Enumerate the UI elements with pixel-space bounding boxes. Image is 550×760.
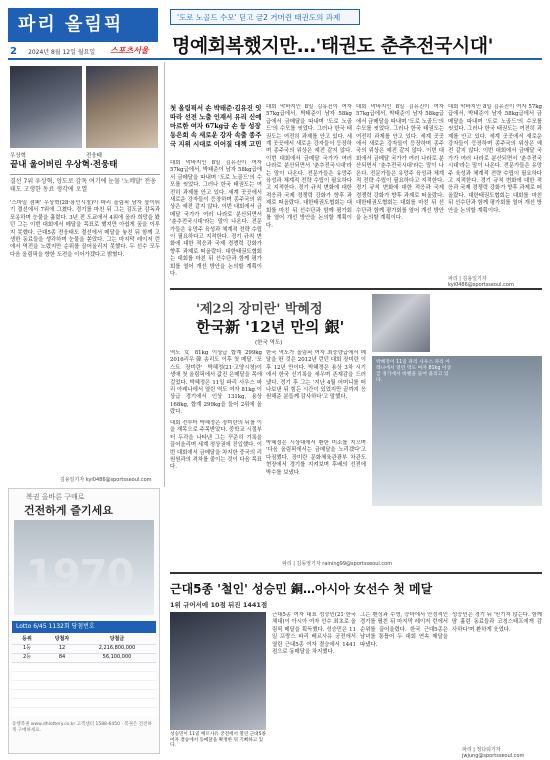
jun-woongtae-photo <box>86 66 158 148</box>
left-story-rule <box>10 174 160 175</box>
lotto-row-rank: 1등 <box>22 645 31 651</box>
section-title: 파리 올림픽 <box>8 8 158 42</box>
column-divider <box>164 62 165 487</box>
mid-story-text-3: 대회 전부터 박혜정은 장미란의 뒤를 이을 재목으로 주목받았다. 중학교 시절부터 두각을 나타낸 그는 꾸준히 기록을 끌어올리며 세계 정상권에 진입했다. 이번 대회에서 금메달을 차지한 중국의 리원원과의 격차를 줄이는 것이 다음 목표다. <box>170 420 262 471</box>
lotto-header-winners: 당첨자 <box>54 636 70 642</box>
top-story-col-3 <box>356 104 444 280</box>
bottom-story-headline: 근대5종 '철인' 성승민 銅…아시아 女선수 첫 메달 <box>170 582 433 596</box>
page-number: 2 <box>10 46 17 57</box>
bottom-photo-caption: 성승민이 11일 베르사유 궁전에서 열린 근대5종 여자 결승에서 동메달을 확정한 뒤 기뻐하고 있다. <box>170 732 266 749</box>
lotto-header-prize: 당첨금 <box>109 636 125 642</box>
top-story-kicker: '도로 노골드 수모' 딛고 금2 거머쥔 태권도의 과제 <box>170 9 360 25</box>
ad-line-1: 복권 올바른 구매로 <box>26 493 85 501</box>
mid-story-byline: 파리 | 김동영기자 raining99@sportsseoul.com <box>282 561 393 567</box>
mid-story-text-4: 박혜정은 시상대에서 환한 미소를 지으며 '다음 올림픽에서는 금메달을 노리겠다'고 다짐했다. 장미란 문화체육관광부 차관도 현장에서 경기를 지켜보며 후배의 선전에 박수를 보냈다. <box>266 440 366 476</box>
mid-photo-caption: 박혜정이 11일 파리 사우스 파리 아레나에서 열린 역도 여자 81kg 이상급 경기에서 바벨을 들어 올리고 있다. <box>376 360 452 383</box>
issue-date: 2024년 8월 12일 월요일 <box>28 49 96 56</box>
lotto-row-prize: 2,216,800,000 <box>98 645 136 651</box>
header-rule <box>8 58 542 60</box>
left-story-deck: 결선 7위 우상혁, 엉도로 감독 여기에 눈물 '노메달' 전웅태도 고생한 동료 생각에 오열 <box>10 178 156 193</box>
park-hyejeong-portrait <box>372 294 430 352</box>
bottom-story-col-1 <box>272 612 356 754</box>
lotto-title: Lotto 6/45 1132회 당첨번호 <box>12 621 156 633</box>
mid-story-edition: (한국 역도) <box>255 340 283 346</box>
left-story-byline: 김용일기자 kyi0486@sportsseoul.com <box>60 477 152 483</box>
lotto-header-rank: 등위 <box>22 636 32 642</box>
brand-logo: 스포츠서울 <box>110 46 149 55</box>
mid-story-col-4 <box>266 440 366 560</box>
top-story-col-4 <box>448 104 542 274</box>
bottom-story-text-2: 그는 펜싱과 수영, 승마에서 안정적인 경기를 펼친 뒤 마지막 레이저 런에서 순위를 끌어올렸다. 한국 근대5종은 남녀를 통틀어 두 대회 연속 메달을 따냈다. <box>360 612 448 648</box>
woo-sanghyeok-photo <box>10 66 82 148</box>
lotto-row-winners: 84 <box>58 654 66 660</box>
lotto-row-rank: 2등 <box>22 654 31 660</box>
left-story-text: '스마일 점퍼' 우상혁(28·용인시청)이 파리 올림픽 남자 높이뛰기 결선에서 7위에 그쳤다. 경기를 마친 뒤 그는 김도균 감독과 포옹하며 눈물을 흘렸다. 3년 전 도쿄에서 4위에 올라 희망을 봤던 그는 이번 대회에서 메달을 목표로 했지만 아쉽게 꿈을 이루지 못했다. 근대5종 전웅태도 결선에서 메달을 놓친 뒤 함께 고생한 동료들을 생각하며 눈물을 쏟았다. 그는 마지막 레이저 런에서 역전을 노렸지만 순위를 끌어올리지 못했다. 두 선수 모두 다음 올림픽을 향한 도전을 이어가겠다고 밝혔다. <box>10 200 160 258</box>
top-story-text-4: 대회 막바지인 8일 김유진이 여자 57kg급에서, 박태준이 남자 58kg급에서 금메달을 따내며 '도로 노골드'의 수모를 씻었다. 그러나 한국 태권도는 여전히 과제를 안고 있다. 세계 곳곳에서 새로운 강자들이 등장하며 종주국의 위상은 예전 같지 않다. 이번 대회에서 금메달 국가가 여러 나라로 분산되면서 '춘추전국시대'라는 말이 나온다. 전문가들은 유망주 육성과 체계적 전략 수립이 필요하다고 지적한다. 경기 규칙 변화에 대한 적응과 국제 경쟁력 강화가 향후 과제로 떠올랐다. 대한태권도협회는 대회를 마친 뒤 선수단과 함께 평가회를 열어 개선 방안을 논의할 계획이다. <box>448 104 542 214</box>
top-story-text-1: 대회 막바지인 8일 김유진이 여자 57kg급에서, 박태준이 남자 58kg급에서 금메달을 따내며 '도로 노골드'의 수모를 씻었다. 그러나 한국 태권도는 여전히 과제를 안고 있다. 세계 곳곳에서 새로운 강자들이 등장하며 종주국의 위상은 예전 같지 않다. 이번 대회에서 금메달 국가가 여러 나라로 분산되면서 '춘추전국시대'라는 말이 나온다. 전문가들은 유망주 육성과 체계적 전략 수립이 필요하다고 지적한다. 경기 규칙 변화에 대한 적응과 국제 경쟁력 강화가 향후 과제로 떠올랐다. 대한태권도협회는 대회를 마친 뒤 선수단과 함께 평가회를 열어 개선 방안을 논의할 계획이다. <box>170 160 262 278</box>
mid-story-col-3 <box>170 420 262 560</box>
ad-line-2: 건전하게 즐기세요 <box>24 504 113 517</box>
top-story-text-2: 대회 막바지인 8일 김유진이 여자 57kg급에서, 박태준이 남자 58kg급에서 금메달을 따내며 '도로 노골드'의 수모를 씻었다. 그러나 한국 태권도는 여전히 과제를 안고 있다. 세계 곳곳에서 새로운 강자들이 등장하며 종주국의 위상은 예전 같지 않다. 이번 대회에서 금메달 국가가 여러 나라로 분산되면서 '춘추전국시대'라는 말이 나온다. 전문가들은 유망주 육성과 체계적 전략 수립이 필요하다고 지적한다. 경기 규칙 변화에 대한 적응과 국제 경쟁력 강화가 향후 과제로 떠올랐다. 대한태권도협회는 대회를 마친 뒤 선수단과 함께 평가회를 열어 개선 방안을 논의할 계획이다. <box>266 104 352 229</box>
top-story-col-2 <box>266 104 352 280</box>
bottom-story-col-2 <box>360 612 448 754</box>
mid-story-headline-1: '제2의 장미란' 박혜정 <box>196 302 323 317</box>
mid-story-text-1: 역도 女 81kg 이상급 합계 299kg 2016리우 韓 송리도 이후 첫 메달. '포스트 장미란' 박혜정(21·고양시청)이 생애 첫 올림픽에서 값진 은메달을 목에 걸었다. 박혜정은 11일 파리 사우스 파리 아레나에서 열린 역도 여자 81kg 이상급 경기에서 인상 131kg, 용상 168kg, 합계 299kg을 들어 2위에 올랐다. <box>170 350 262 416</box>
top-story-deck: 첫 올림픽서 손 박태준·김유진 잇따라 선전 노출 인재서 유리 신예 마르한 여자 67kg급 손 등 성장 동은희 속 새로운 강자 속출 종주국 지위 시대로 이어질 대책 고민 <box>170 104 262 148</box>
left-story-headline: 끝내 울어버린 우상혁·전웅태 <box>10 160 118 170</box>
left-story-body <box>10 200 160 470</box>
ad-year: 1970 <box>26 552 134 598</box>
bottom-story-col-3 <box>452 612 542 742</box>
bottom-story-text-1: 근대5종 여자 대표 성승민(21·한국체대)이 아시아 여자 선수 최초로 올림픽 메달을 획득했다. 성승민은 11일 프랑스 파리 베르사유 궁전에서 열린 근대5종 여자 결승에서 1441점으로 동메달을 차지했다. <box>272 612 356 656</box>
ad-footer: 동행복권 www.dhlottery.co.kr 고객센터 1588-6450 · 복권은 건전하게 구매하세요. <box>12 722 152 733</box>
mid-story-headline-2: 한국新 '12년 만의 銀' <box>196 318 345 336</box>
top-story-text-3: 대회 막바지인 8일 김유진이 여자 57kg급에서, 박태준이 남자 58kg급에서 금메달을 따내며 '도로 노골드'의 수모를 씻었다. 그러나 한국 태권도는 여전히 과제를 안고 있다. 세계 곳곳에서 새로운 강자들이 등장하며 종주국의 위상은 예전 같지 않다. 이번 대회에서 금메달 국가가 여러 나라로 분산되면서 '춘추전국시대'라는 말이 나온다. 전문가들은 유망주 육성과 체계적 전략 수립이 필요하다고 지적한다. 경기 규칙 변화에 대한 적응과 국제 경쟁력 강화가 향후 과제로 떠올랐다. 대한태권도협회는 대회를 마친 뒤 선수단과 함께 평가회를 열어 개선 방안을 논의할 계획이다. <box>356 104 444 222</box>
lotto-row <box>12 653 156 663</box>
section-divider-2 <box>170 572 542 574</box>
bottom-story-byline: 파리 | 정다워기자 jwjung@sportsseoul.com <box>462 747 525 759</box>
top-story-col-1 <box>170 160 262 280</box>
photo-caption-left: 우상혁 <box>10 153 26 159</box>
bottom-story-text-3: 성승민은 경기 뒤 '믿기지 않는다. 함께 땀 흘린 동료들과 코칭스태프에게 감사하다'며 환하게 웃었다. <box>452 612 542 633</box>
lotto-row-winners: 12 <box>58 645 66 651</box>
bottom-story-deck: 1위 규어서에 10점 뒤진 1441점 <box>170 601 268 609</box>
photo-caption-right: 전웅태 <box>86 153 102 159</box>
seong-seungmin-photo <box>170 612 266 730</box>
section-divider <box>170 288 542 290</box>
lotto-table-grid <box>12 664 156 716</box>
mid-story-text-2: 한국 역도가 올림픽 여자 최중량급에서 메달을 딴 것은 2012년 런던 대회 장미란 이후 12년 만이다. 박혜정은 용상 3차 시기에서 한국 신기록을 세우며 존재감을 드러냈다. 경기 후 그는 '지난 4월 어머니를 떠나보낸 뒤 힘든 시간이 있었지만 끝까지 응원해준 분들께 감사하다'고 말했다. <box>266 350 366 401</box>
top-story-byline: 파리 | 김용일기자 kyi0486@sportsseoul.com <box>448 276 514 288</box>
lotto-row-prize: 56,100,000 <box>102 654 132 660</box>
top-story-headline: 명예회복했지만…'태권도 춘추전국시대' <box>172 35 493 57</box>
